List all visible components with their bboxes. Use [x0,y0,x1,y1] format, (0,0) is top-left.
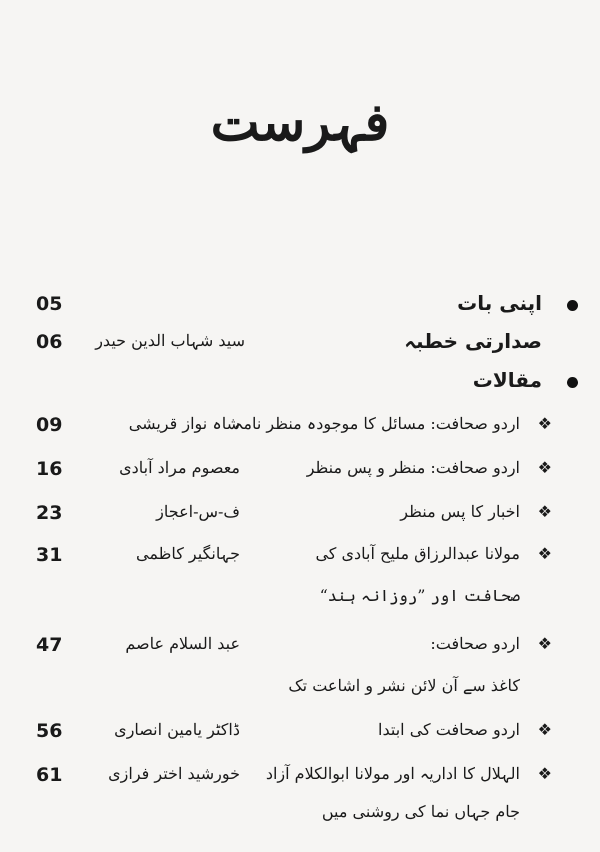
page-number: 61 [36,764,63,786]
article-title-continuation: جام جہاں نما کی روشنی میں [321,802,520,821]
author-name: ڈاکٹر یامین انصاری [114,720,240,739]
article-title: اردو صحافت: [430,634,520,653]
page-number: 09 [36,414,63,436]
page-number: 05 [36,293,63,315]
toc-section-entry [0,364,600,404]
toc-section-entry [0,287,600,327]
diamond-bullet-icon: ❖ [537,458,552,477]
diamond-bullet-icon: ❖ [537,764,552,783]
page-number: 06 [36,331,63,353]
author-name: جہانگیر کاظمی [136,544,240,563]
article-title-continuation: صحافت اور ”روزانہ ہند“ [319,586,520,605]
toc-article-entry [0,408,600,448]
article-title: اردو صحافت: مسائل کا موجودہ منظر نامہ [234,414,520,433]
diamond-bullet-icon: ❖ [537,634,552,653]
toc-article-entry [0,538,600,618]
author-name: خورشید اختر فرازی [108,764,240,783]
bullet-icon [567,300,578,311]
page-number: 23 [36,502,63,524]
article-title: اردو صحافت کی ابتدا [378,720,520,739]
toc-section-entry [0,325,600,365]
page-number: 47 [36,634,63,656]
article-title: اردو صحافت: منظر و پس منظر [306,458,520,477]
toc-article-entry [0,714,600,754]
author-name: عبد السلام عاصم [125,634,240,653]
section-title: صدارتی خطبہ [404,329,542,353]
diamond-bullet-icon: ❖ [537,414,552,433]
toc-article-entry [0,758,600,838]
article-title-continuation: کاغذ سے آن لائن نشر و اشاعت تک [288,676,520,695]
diamond-bullet-icon: ❖ [537,720,552,739]
author-name: ف-س-اعجاز [156,502,240,521]
toc-article-entry [0,496,600,536]
toc-article-entry [0,452,600,492]
page-number: 16 [36,458,63,480]
article-title: مولانا عبدالرزاق ملیح آبادی کی [315,544,520,563]
page-number: 56 [36,720,63,742]
section-title: مقالات [472,368,542,392]
author-name: شاہ نواز قریشی [128,414,240,433]
article-title: الہلال کا اداریہ اور مولانا ابوالکلام آزاد [265,764,520,783]
author-name: معصوم مراد آبادی [119,458,240,477]
diamond-bullet-icon: ❖ [537,502,552,521]
article-title: اخبار کا پس منظر [400,502,520,521]
author-name: سید شہاب الدین حیدر [95,331,245,350]
diamond-bullet-icon: ❖ [537,544,552,563]
toc-article-entry [0,628,600,708]
page-number: 31 [36,544,63,566]
section-title: اپنی بات [457,291,542,315]
bullet-icon [567,377,578,388]
page-title: فہرست [210,92,390,153]
